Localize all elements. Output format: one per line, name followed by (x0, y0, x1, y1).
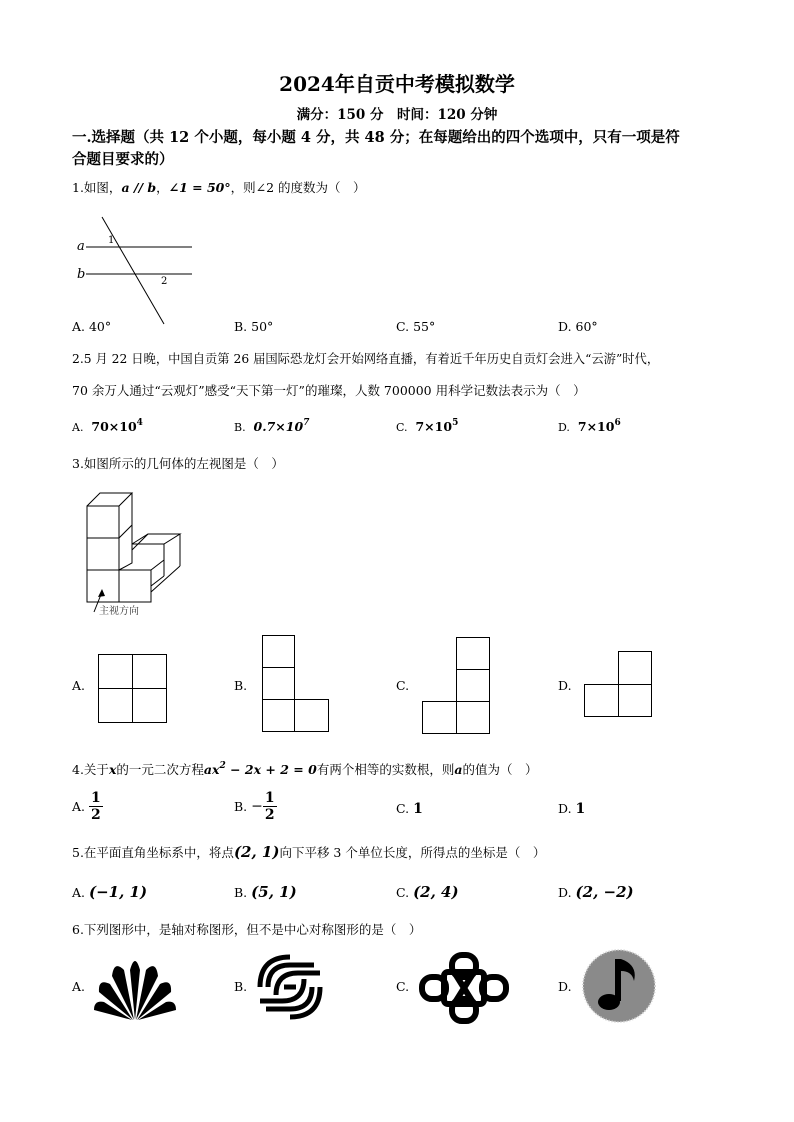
q6-option-b-label[interactable]: B. (234, 979, 248, 994)
q1-condition-parallel: a // b (121, 180, 157, 195)
q1-condition-angle: ∠1 = 50° (168, 180, 231, 195)
q2-option-d[interactable]: D. $7\times 10^6$ (558, 418, 621, 434)
q3-option-b-figure[interactable] (262, 635, 332, 733)
q1-option-a[interactable]: A. 40° (72, 319, 112, 334)
q6-option-b-swirl-logo[interactable] (254, 951, 326, 1023)
label-angle-2: 2 (161, 276, 168, 287)
q6-option-d-label[interactable]: D. (558, 979, 572, 994)
q2-option-a[interactable]: A. $70\times 10^4$ (72, 418, 143, 434)
q5-option-b[interactable]: B. (5, 1) (234, 883, 297, 901)
q1-parallel-lines-figure (74, 212, 198, 330)
score-line: 满分：150 分 时间：120 分钟 (296, 107, 498, 123)
q2-option-c[interactable]: C. $7\times 10^5$ (396, 418, 459, 434)
question-2-line1: 2.5 月 22 日晚，中国自贡第 26 届国际恐龙灯会开始网络直播，有着近千年历史自贡灯会进入“云游”时代， (72, 352, 660, 366)
q3-option-d-label[interactable]: D. (558, 678, 572, 693)
q5-option-d[interactable]: D. (2, −2) (558, 883, 634, 901)
q4-equation: $ax^2 - 2x + 2 = 0$ (203, 761, 317, 777)
q3-option-b-label[interactable]: B. (234, 678, 248, 693)
section-header-line1: 一.选择题（共 12 个小题，每小题 4 分，共 48 分；在每题给出的四个选项中，只有一项是符 (72, 129, 680, 146)
q3-option-d-figure[interactable] (584, 651, 654, 719)
q6-option-a-label[interactable]: A. (72, 979, 86, 994)
q6-option-a-petal-logo[interactable] (94, 950, 176, 1020)
question-1 (72, 178, 366, 196)
q3-option-a-figure[interactable] (98, 654, 168, 724)
q2-option-b[interactable]: B. $0.7\times 10^7$ (234, 418, 310, 434)
q3-option-c-label[interactable]: C. (396, 678, 410, 693)
label-angle-1: 1 (108, 235, 115, 246)
q6-option-c-knot-logo[interactable] (418, 950, 510, 1026)
question-2-line2: 70 余万人通过“云观灯”感受“天下第一灯”的璀璨，人数 700000 用科学记数法表示为（ ） (72, 383, 586, 398)
page-title: 2024年自贡中考模拟数学 (279, 72, 515, 96)
q1-option-b[interactable]: B. 50° (234, 319, 274, 334)
q4-option-d[interactable]: D. 1 (558, 801, 586, 817)
q1-option-d[interactable]: D. 60° (558, 319, 598, 334)
q4-option-a[interactable]: A. $\frac{1}{2}$ (72, 790, 101, 823)
question-3: 3.如图所示的几何体的左视图是（ ） (72, 456, 284, 471)
question-5: 5.在平面直角坐标系中，将点(2, 1)向下平移 3 个单位长度，所得点的坐标是（ ） (72, 843, 546, 861)
label-b: b (77, 267, 86, 282)
section-header-line2: 合题目要求的） (72, 151, 174, 168)
q6-option-d-music-note-logo[interactable] (582, 949, 656, 1023)
q5-option-c[interactable]: C. (2, 4) (396, 883, 459, 901)
q3-option-a-label[interactable]: A. (72, 678, 86, 693)
q1-separator: ， (156, 180, 169, 195)
q4-option-c[interactable]: C. 1 (396, 801, 423, 817)
q5-option-a[interactable]: A. (−1, 1) (72, 883, 148, 901)
question-6: 6.下列图形中，是轴对称图形，但不是中心对称图形的是（ ） (72, 922, 422, 937)
q1-option-c[interactable]: C. 55° (396, 319, 436, 334)
q4-option-b[interactable]: B. − $\frac{1}{2}$ (234, 790, 275, 823)
view-direction-label: 主视方向 (99, 606, 139, 617)
question-4: 4.关于x的一元二次方程$ax^2 - 2x + 2 = 0$有两个相等的实数根，则a的值为（ ） (72, 761, 538, 777)
transversal-line (102, 217, 164, 324)
label-a: a (77, 239, 85, 254)
q3-option-c-figure[interactable] (422, 637, 492, 735)
q1-suffix: ，则∠2 的度数为（ ） (230, 180, 366, 195)
q1-prefix: 1.如图， (72, 180, 122, 195)
q3-solid-figure (72, 488, 192, 620)
q6-option-c-label[interactable]: C. (396, 979, 410, 994)
